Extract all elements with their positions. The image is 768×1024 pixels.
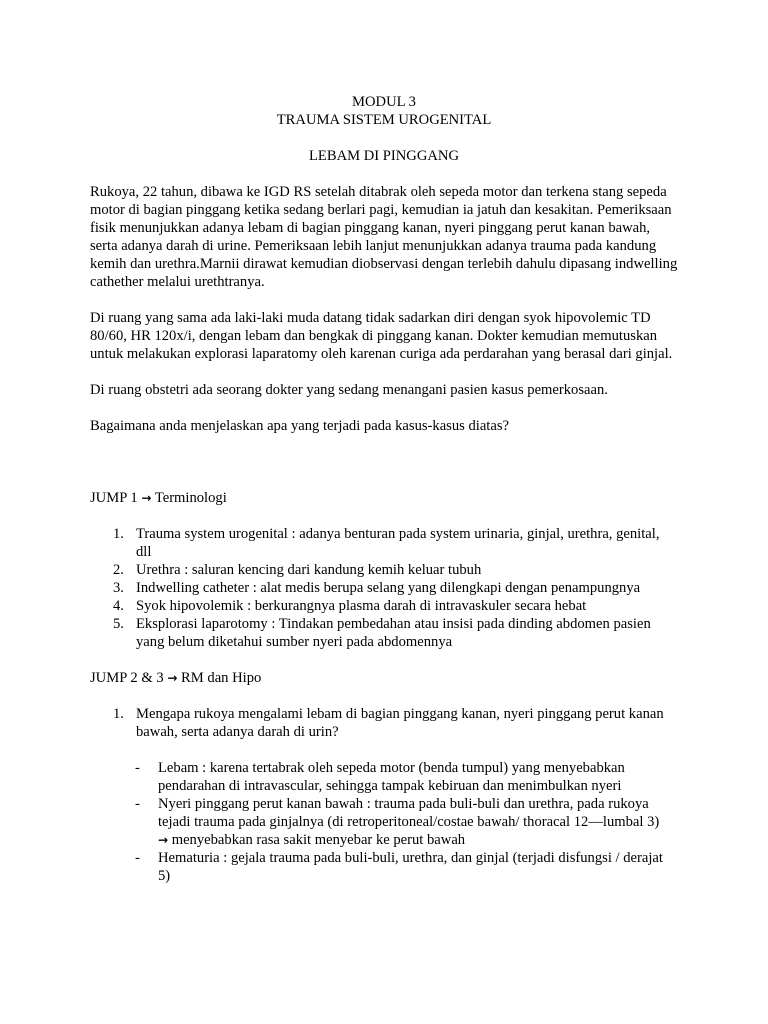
scenario-question: Bagaimana anda menjelaskan apa yang terjadi pada kasus-kasus diatas?: [90, 418, 510, 434]
jump1-title: Terminologi: [154, 490, 227, 506]
jump1-label: JUMP 1: [90, 490, 138, 506]
jump23-title: RM dan Hipo: [181, 670, 262, 686]
arrow-right-icon: →: [158, 833, 169, 847]
jump1-heading: [90, 489, 678, 507]
arrow-right-icon: →: [141, 491, 152, 505]
list-item: 3. Indwelling catheter : alat medis berupa selang yang dilengkapi dengan penampungnya: [113, 580, 641, 596]
jump23-heading: [90, 669, 678, 687]
list-item: - Hematuria : gejala trauma pada buli-buli, urethra, dan ginjal (terjadi disfungsi / derajat 5): [135, 850, 663, 884]
list-item: 2. Urethra : saluran kencing dari kandung kemih keluar tubuh: [113, 562, 482, 578]
list-item: 1. Trauma system urogenital : adanya benturan pada system urinaria, ginjal, urethra, genital, dll: [113, 526, 660, 560]
subject-title: TRAUMA SISTEM UROGENITAL: [276, 112, 492, 128]
question-list: [90, 705, 678, 741]
case-title: LEBAM DI PINGGANG: [309, 148, 459, 164]
scenario-paragraph-1: Rukoya, 22 tahun, dibawa ke IGD RS setelah ditabrak oleh sepeda motor dan terkena stang sepeda motor di bagian pinggang ketika sedang berlari pagi, kemudian ia jatuh dan kesakitan. Pemeriksaan fisik menunjukkan adanya lebam di bagian pinggang kanan, nyeri pinggang perut kanan bawah, serta adanya darah di urine. Pemeriksaan lebih lanjut menunjukkan adanya trauma pada kandung kemih dan urethra.Marnii dirawat kemudian diobservasi dengan terlebih dahulu dipasang indwelling cathether melalui urethtranya.: [90, 184, 678, 290]
terminology-list: [90, 525, 678, 651]
module-title: MODUL 3: [352, 94, 416, 110]
list-item: - Lebam : karena tertabrak oleh sepeda motor (benda tumpul) yang menyebabkan pendarahan di intravascular, sehingga tampak kebiruan dan menimbulkan nyeri: [135, 760, 625, 794]
list-item: 1. Mengapa rukoya mengalami lebam di bagian pinggang kanan, nyeri pinggang perut kanan bawah, serta adanya darah di urin?: [113, 706, 664, 740]
list-item: 5. Eksplorasi laparotomy : Tindakan pembedahan atau insisi pada dinding abdomen pasien yang belum diketahui sumber nyeri pada abdomennya: [113, 616, 651, 650]
arrow-right-icon: →: [167, 671, 178, 685]
answer-list: [90, 759, 678, 885]
scenario-paragraph-3: Di ruang obstetri ada seorang dokter yang sedang menangani pasien kasus pemerkosaan.: [90, 382, 608, 398]
scenario-paragraph-2: Di ruang yang sama ada laki-laki muda datang tidak sadarkan diri dengan syok hipovolemic TD 80/60, HR 120x/i, dengan lebam dan bengkak di pinggang kanan. Dokter kemudian memutuskan untuk melakukan explorasi laparatomy oleh karenan curiga ada perdarahan yang berasal dari ginjal.: [90, 310, 673, 362]
list-item: - Nyeri pinggang perut kanan bawah : trauma pada buli-buli dan urethra, pada rukoya tejadi trauma pada ginjalnya (di retroperitoneal/costae bawah/ thoracal 12—lumbal 3) → menyebabkan rasa sakit menyebar ke perut bawah: [135, 796, 660, 848]
jump23-label: JUMP 2 & 3: [90, 670, 164, 686]
list-item: 4. Syok hipovolemik : berkurangnya plasma darah di intravaskuler secara hebat: [113, 598, 587, 614]
